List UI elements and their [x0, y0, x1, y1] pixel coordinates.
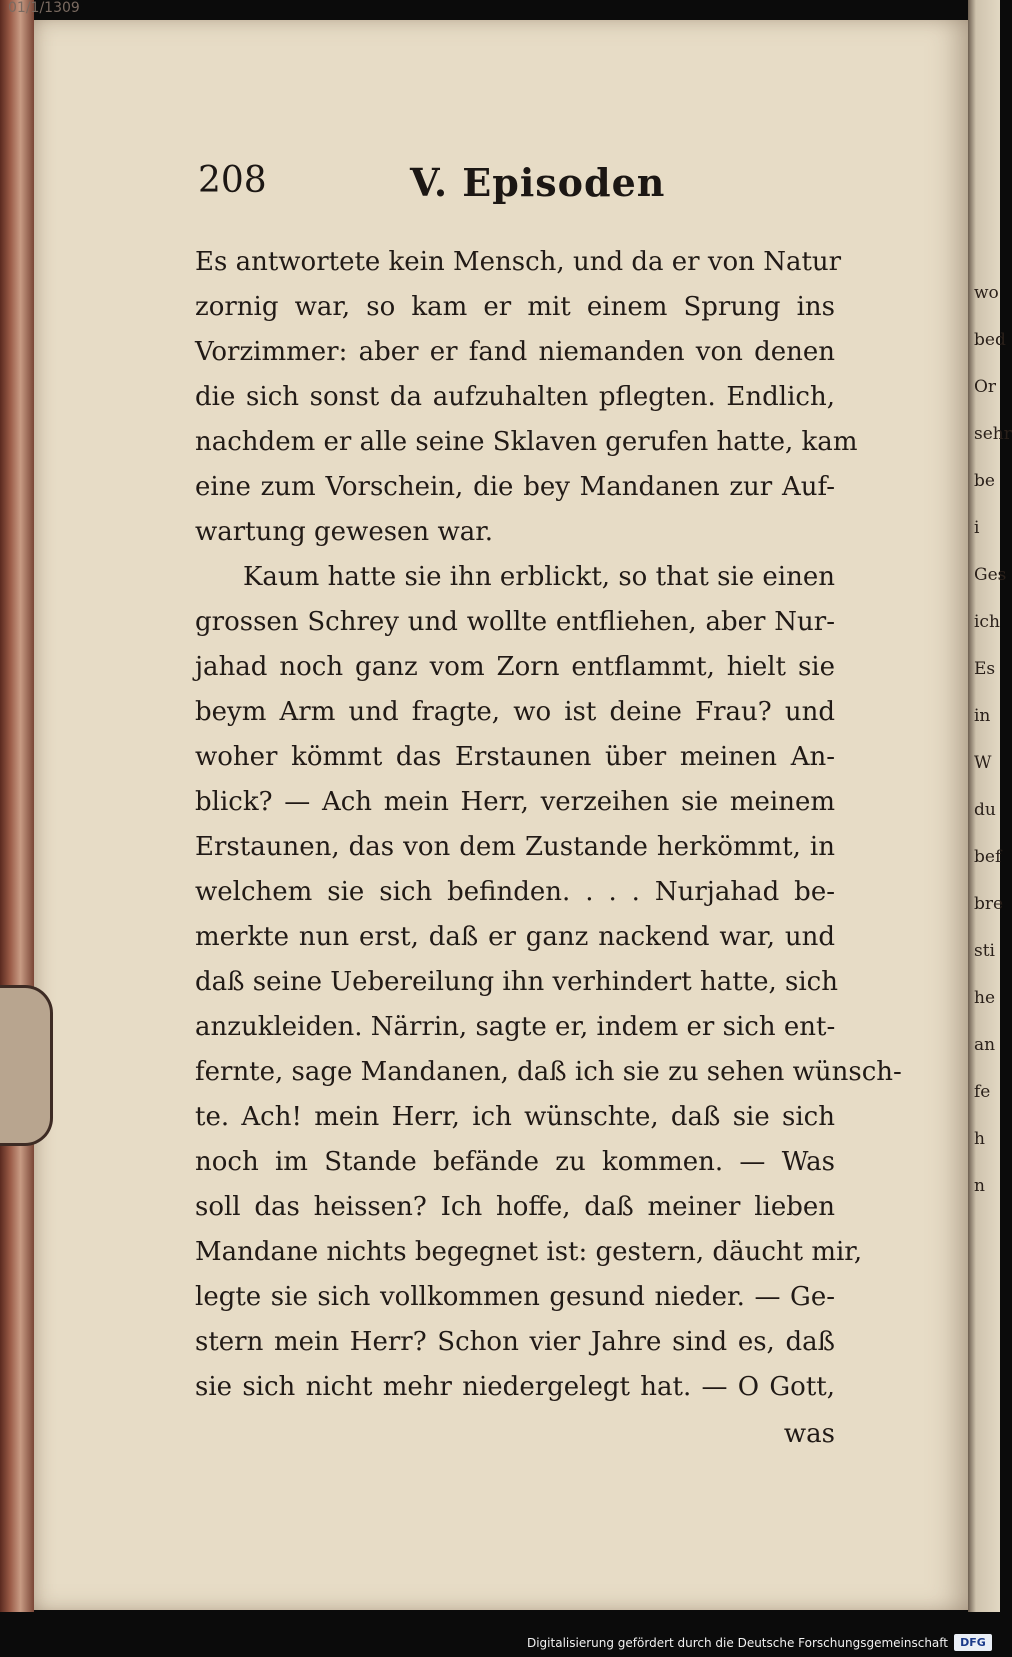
- facing-page-fragment: be i: [974, 471, 995, 538]
- text-line: te. Ach! mein Herr, ich wünschte, daß sie sich: [195, 1102, 835, 1132]
- body-text: [195, 240, 902, 1457]
- text-line: Vorzimmer: aber er fand niemanden von denen: [195, 337, 835, 367]
- facing-page-fragment: Ges: [974, 565, 1007, 585]
- text-line: wartung gewesen war.: [195, 517, 494, 547]
- catchword: was: [783, 1419, 835, 1449]
- text-line: legte sie sich vollkommen gesund nieder. — Ge-: [195, 1282, 835, 1312]
- footer-bar: [0, 1612, 1000, 1657]
- text-line: merkte nun erst, daß er ganz nackend war, und: [195, 922, 835, 952]
- facing-page-fragment: sehr: [974, 424, 1012, 444]
- facing-page-fragment: bef: [974, 847, 1002, 867]
- text-line: grossen Schrey und wollte entfliehen, aber Nur-: [195, 607, 835, 637]
- text-line: anzukleiden. Närrin, sagte er, indem er sich ent-: [195, 1012, 836, 1042]
- dfg-logo: DFG: [954, 1634, 992, 1651]
- page-clasp: [0, 985, 53, 1146]
- facing-page-fragment: sti: [974, 941, 995, 961]
- text-line: zornig war, so kam er mit einem Sprung ins: [195, 292, 835, 322]
- text-line: sie sich nicht mehr niedergelegt hat. — O Gott,: [195, 1372, 835, 1402]
- facing-page-fragment: fe: [974, 1082, 991, 1102]
- text-line: welchem sie sich befinden. . . . Nurjahad be-: [195, 877, 835, 907]
- book-binding-edge: [0, 0, 34, 1612]
- facing-page-fragment: ich: [974, 612, 1000, 632]
- facing-page-fragment: du: [974, 800, 996, 820]
- facing-page-fragment: h: [974, 1129, 985, 1149]
- facing-page-fragment: W: [974, 753, 992, 773]
- facing-page-fragment: he: [974, 988, 996, 1008]
- text-line: eine zum Vorschein, die bey Mandanen zur Auf-: [195, 472, 835, 502]
- text-line: noch im Stande befände zu kommen. — Was: [195, 1147, 835, 1177]
- text-line: jahad noch ganz vom Zorn entflammt, hielt sie: [195, 652, 835, 682]
- text-line: Erstaunen, das von dem Zustande herkömmt, in: [195, 832, 835, 862]
- facing-page-fragment: Es: [974, 659, 996, 679]
- facing-page-fragment: in: [974, 706, 991, 726]
- facing-page-fragment: an: [974, 1035, 996, 1055]
- facing-page-fragment: wo: [974, 283, 999, 303]
- running-title: V. Episoden: [410, 160, 666, 205]
- text-line: stern mein Herr? Schon vier Jahre sind es, daß: [195, 1327, 835, 1357]
- facing-page-edge: [968, 0, 1012, 1612]
- page-number: 208: [198, 160, 267, 201]
- facing-page-fragment: bed: [974, 330, 1006, 350]
- corner-id-label: 01/1/1309: [8, 0, 80, 16]
- text-line: Mandane nichts begegnet ist: gestern, däucht mir,: [195, 1237, 863, 1267]
- page-header: [198, 160, 838, 208]
- text-line: fernte, sage Mandanen, daß ich sie zu sehen wünsch-: [195, 1057, 902, 1087]
- facing-page-fragment: Or: [974, 377, 997, 397]
- text-line: blick? — Ach mein Herr, verzeihen sie meinem: [195, 787, 835, 817]
- facing-page-fragment: bre: [974, 894, 1004, 914]
- footer-credit: Digitalisierung gefördert durch die Deutsche Forschungsgemeinschaft: [526, 1636, 948, 1650]
- text-line: Es antwortete kein Mensch, und da er von Natur: [195, 247, 842, 277]
- text-line: woher kömmt das Erstaunen über meinen An-: [195, 742, 835, 772]
- text-line: soll das heissen? Ich hoffe, daß meiner lieben: [195, 1192, 835, 1222]
- text-line: nachdem er alle seine Sklaven gerufen hatte, kam: [195, 427, 858, 457]
- text-line: beym Arm und fragte, wo ist deine Frau? und: [195, 697, 835, 727]
- text-line: daß seine Uebereilung ihn verhindert hatte, sich: [195, 967, 838, 997]
- facing-page-fragment: n: [974, 1176, 985, 1196]
- text-line: die sich sonst da aufzuhalten pflegten. Endlich,: [195, 382, 835, 412]
- text-line: Kaum hatte sie ihn erblickt, so that sie einen: [243, 562, 835, 592]
